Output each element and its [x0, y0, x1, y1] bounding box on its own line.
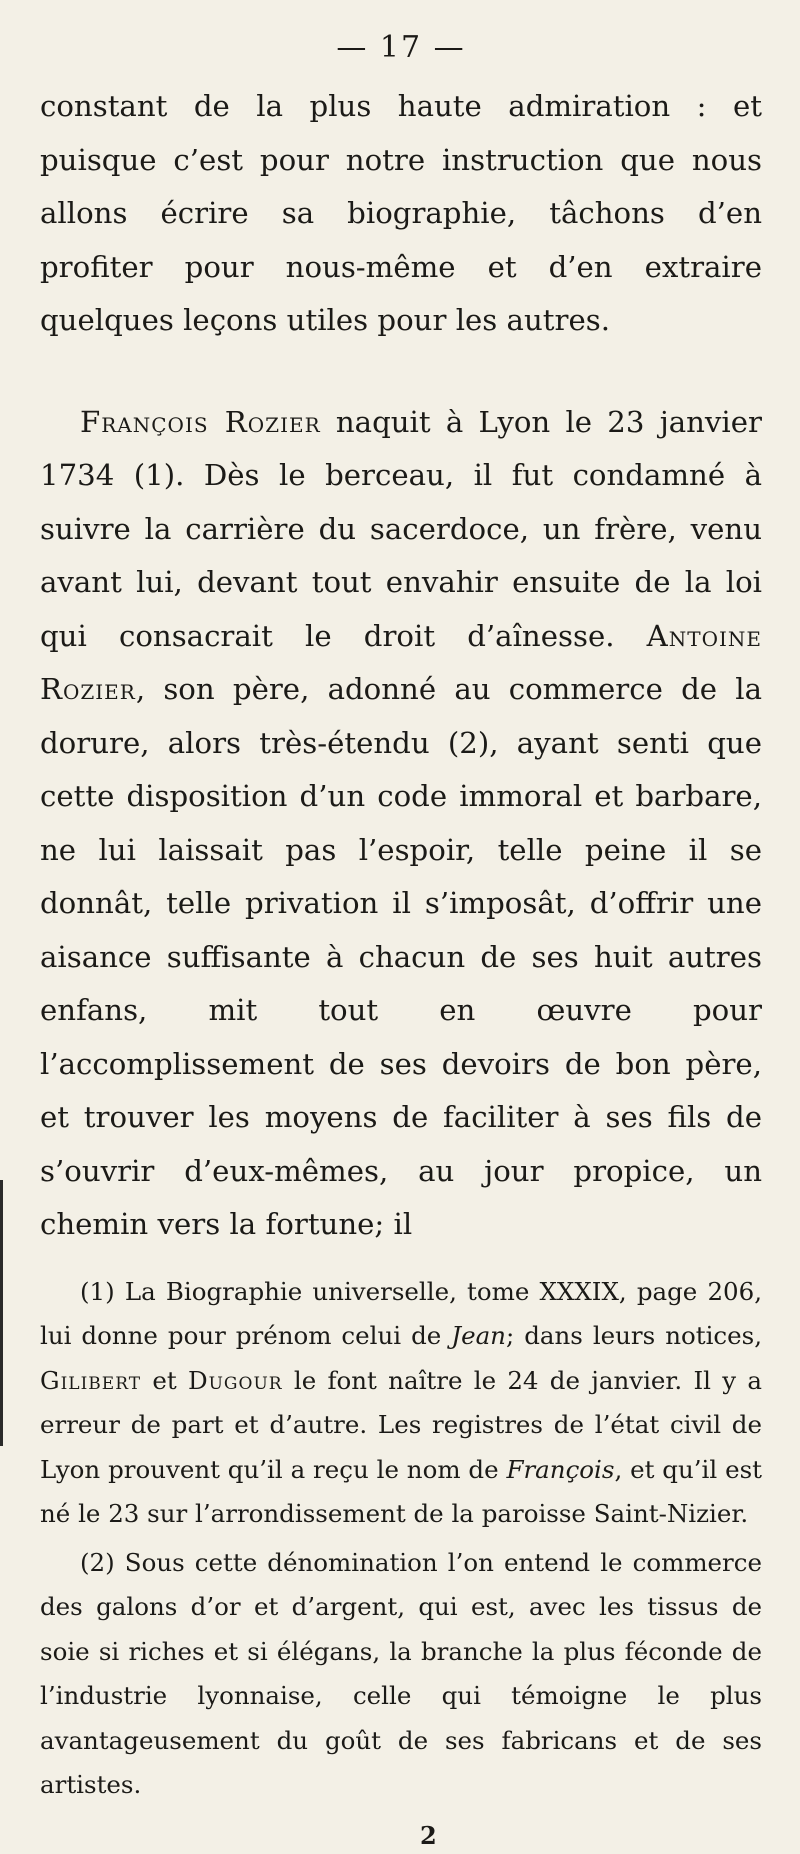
page-number: — 17 — — [336, 30, 466, 65]
footnote-2: (2) Sous cette dénomination l’on entend le commerce des galons d’or et d’argent, qui est, avec les tissus de soie si riches et si élégans, la branche la plus féconde de l’industrie lyonnaise, celle qui témoigne le plus avantageusement du goût de ses fabricans et de ses artistes. — [40, 1547, 762, 1799]
footnote-1-text-e: , et qu’il est né le 23 sur l’arrondissement de la paroisse Saint-Nizier. — [40, 1454, 762, 1528]
person-name-francois-rozier: François Rozier — [80, 404, 321, 439]
footnote-1-text-a: (1) La Biographie universelle, tome XXXIX, page 206, lui donne pour prénom celui de — [40, 1276, 762, 1350]
footnotes — [40, 1270, 762, 1808]
footnote-1-italic-jean: Jean — [451, 1321, 506, 1350]
paragraph-2-part-2: , son père, adonné au commerce de la dorure, alors très-étendu (2), ayant senti que cette disposition d’un code immoral et barbare, ne lui laissait pas l’espoir, telle peine il se donnât, telle privation il s’imposât, d’offrir une aisance suffisante à chacun de ses huit autres enfans, mit tout en œuvre pour l’accomplissement de ses devoirs de bon père, et trouver les moyens de faciliter à ses fils de s’ouvrir d’eux-mêmes, au jour propice, un chemin vers la fortune; il — [40, 672, 762, 1241]
signature-mark: 2 — [420, 1820, 437, 1850]
paragraph-2 — [40, 396, 762, 1252]
footnote-1-name-gilibert: Gilibert — [40, 1365, 142, 1395]
page-edge-shadow — [0, 1180, 3, 1446]
footnote-1-text-b: ; dans leurs notices, — [505, 1321, 762, 1350]
footnote-1-text-d: le font naître le 24 de janvier. Il y a erreur de part et d’autre. Les registres de l’état civil de Lyon prouvent qu’il a reçu le nom de — [40, 1365, 763, 1484]
footnote-1 — [40, 1270, 762, 1537]
main-text — [40, 80, 762, 1252]
paragraph-2-part-1: naquit à Lyon le 23 janvier 1734 (1). Dès le berceau, il fut condamné à suivre la carrière du sacerdoce, un frère, venu avant lui, devant tout envahir ensuite de la loi qui consacrait le droit d’aînesse. — [40, 404, 762, 653]
footnote-1-text-c: et — [141, 1365, 188, 1395]
paragraph-gap — [40, 348, 762, 396]
paragraph-1: constant de la plus haute admiration : et puisque c’est pour notre instruction que nous allons écrire sa biographie, tâchons d’en profiter pour nous-même et d’en extraire quelques leçons utiles pour les autres. — [40, 89, 762, 337]
book-page — [40, 30, 762, 1854]
person-name-antoine-rozier: Antoine Rozier — [40, 618, 762, 706]
footnote-1-name-dugour: Dugour — [187, 1365, 283, 1395]
footnote-1-italic-francois: François — [506, 1454, 615, 1484]
